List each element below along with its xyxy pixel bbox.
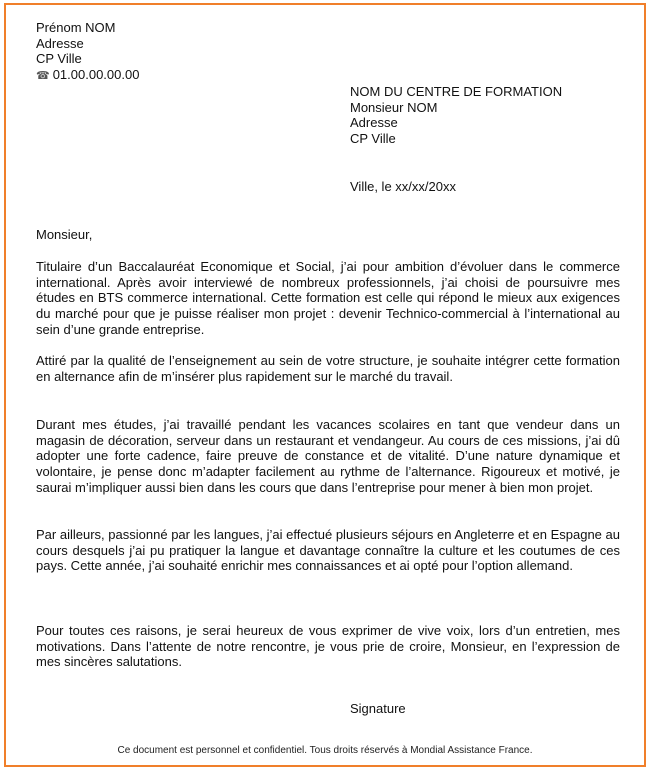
paragraph-2 <box>36 353 620 384</box>
sender-phone: 01.00.00.00.00 <box>52 67 140 83</box>
letter-page <box>4 3 646 767</box>
sender-block <box>36 20 139 85</box>
footer-notice: Ce document est personnel et confidentiel. Tous droits réservés à Mondial Assistance France. <box>117 745 533 756</box>
paragraph-1 <box>36 259 620 338</box>
recipient-address: Adresse <box>350 115 398 131</box>
recipient-block <box>350 84 562 147</box>
paragraph-4 <box>36 527 620 574</box>
paragraph-text: Durant mes études, j’ai travaillé pendant les vacances scolaires en tant que vendeur dans un magasin de décoration, serveur dans un restaurant et vendangeur. Au cours de ces missions, j’ai dû adopter une forte cadence, faire preuve de constance et de vitalité. D’une nature dynamique et volontaire, je pense donc m’adapter facilement au rythme de l’alternance. Rigoureux et motivé, je saurai m’impliquer aussi bien dans les cours que dans l’entreprise pour mener à bien mon projet. <box>36 417 620 495</box>
signature: Signature <box>350 701 406 716</box>
sender-address: Adresse <box>36 35 84 51</box>
salutation: Monsieur, <box>36 227 93 242</box>
paragraph-text: Titulaire d’un Baccalauréat Economique et Social, j’ai pour ambition d’évoluer dans le commerce international. Après avoir interviewé de nombreux professionnels, j’ai choisi de poursuivre mes études en BTS commerce international. Cette formation est celle qui répond le mieux aux exigences du marché pour que je puisse réaliser mon projet : devenir Technico-commercial à l’international au sein d’une grande entreprise. <box>36 259 620 337</box>
recipient-name: Monsieur NOM <box>350 99 438 115</box>
recipient-city: CP Ville <box>350 131 396 147</box>
sender-name: Prénom NOM <box>36 20 116 35</box>
sender-phone-line <box>36 67 139 85</box>
paragraph-5 <box>36 623 620 670</box>
phone-icon: ☎ <box>36 70 50 83</box>
recipient-organization: NOM DU CENTRE DE FORMATION <box>350 84 563 99</box>
paragraph-3 <box>36 417 620 496</box>
date-line: Ville, le xx/xx/20xx <box>350 179 456 194</box>
paragraph-text: Pour toutes ces raisons, je serai heureux de vous exprimer de vive voix, lors d’un entretien, mes motivations. Dans l’attente de notre rencontre, je vous prie de croire, Monsieur, en l’expression de mes sincères salutations. <box>36 623 620 670</box>
paragraph-text: Attiré par la qualité de l’enseignement au sein de votre structure, je souhaite intégrer cette formation en alternance afin de m’insérer plus rapidement sur le marché du travail. <box>36 353 620 384</box>
sender-city: CP Ville <box>36 51 82 67</box>
paragraph-text: Par ailleurs, passionné par les langues, j’ai effectué plusieurs séjours en Angleterre et en Espagne au cours desquels j’ai pu pratiquer la langue et davantage connaître la culture et les coutumes de ces pays. Cette année, j’ai souhaité enrichir mes connaissances et ai opté pour l’option allemand. <box>36 527 620 574</box>
